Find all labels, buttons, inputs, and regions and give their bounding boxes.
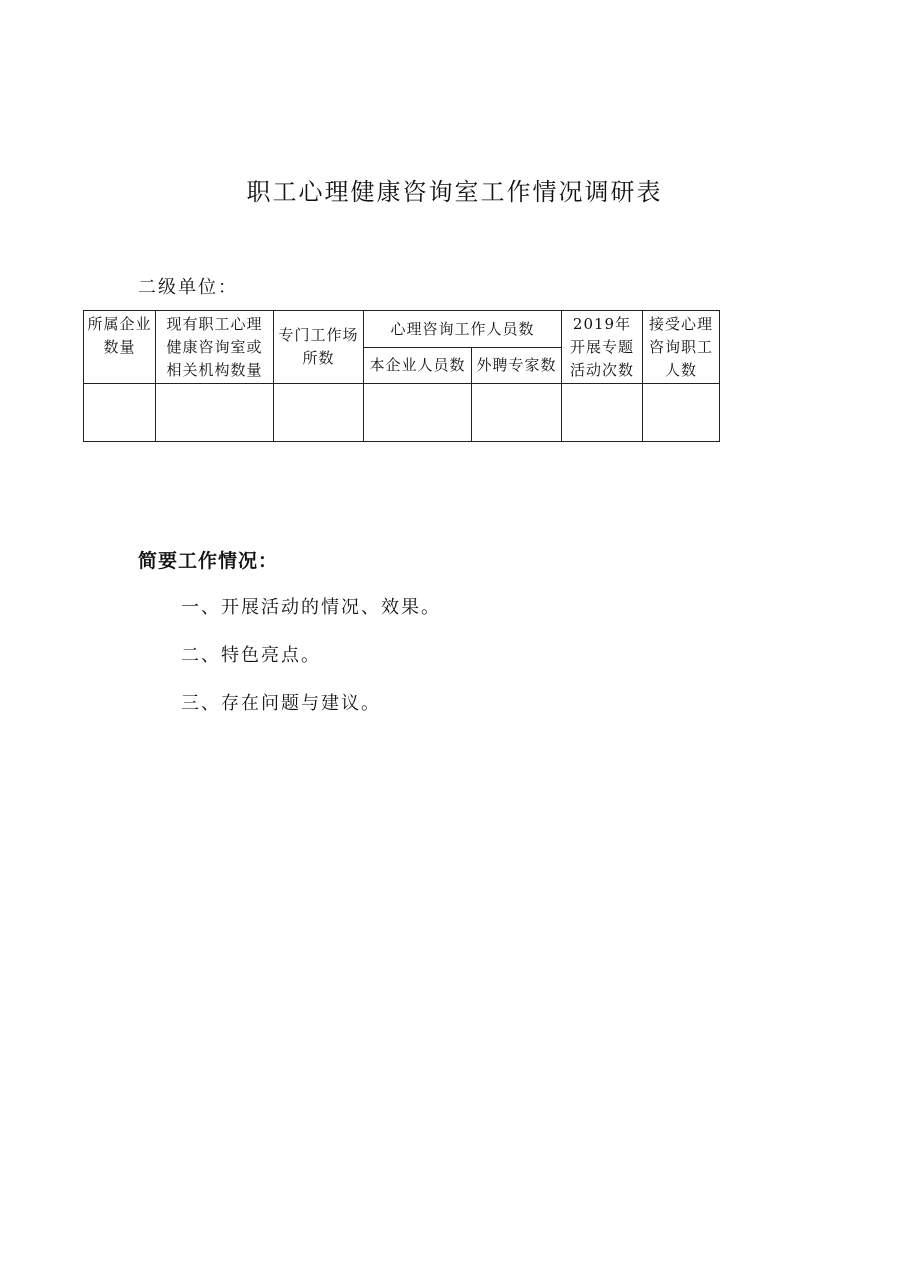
header-room-count: 现有职工心理健康咨询室或相关机构数量 [156,311,274,384]
header-workplace-count: 专门工作场所数 [274,311,364,384]
cell-consulted-workers[interactable] [643,384,720,442]
survey-table [83,310,720,442]
header-row-1 [84,311,720,348]
header-staff-external: 外聘专家数 [472,348,562,384]
header-enterprise-count: 所属企业数量 [84,311,156,384]
summary-item-activities: 一、开展活动的情况、效果。 [181,597,441,618]
header-staff-internal: 本企业人员数 [364,348,472,384]
page-title: 职工心理健康咨询室工作情况调研表 [246,178,663,206]
cell-activities-2019[interactable] [562,384,643,442]
cell-workplace-count[interactable] [274,384,364,442]
summary-heading: 简要工作情况： [138,550,279,572]
summary-item-highlights: 二、特色亮点。 [181,645,321,666]
cell-staff-external[interactable] [472,384,562,442]
cell-room-count[interactable] [156,384,274,442]
header-consulted-workers: 接受心理咨询职工人数 [643,311,720,384]
header-staff-group: 心理咨询工作人员数 [364,311,562,348]
unit-label: 二级单位： [138,277,238,298]
header-activities-2019: 2019年开展专题活动次数 [562,311,643,384]
summary-item-issues: 三、存在问题与建议。 [181,693,381,714]
table-row [84,384,720,442]
cell-staff-internal[interactable] [364,384,472,442]
cell-enterprise-count[interactable] [84,384,156,442]
